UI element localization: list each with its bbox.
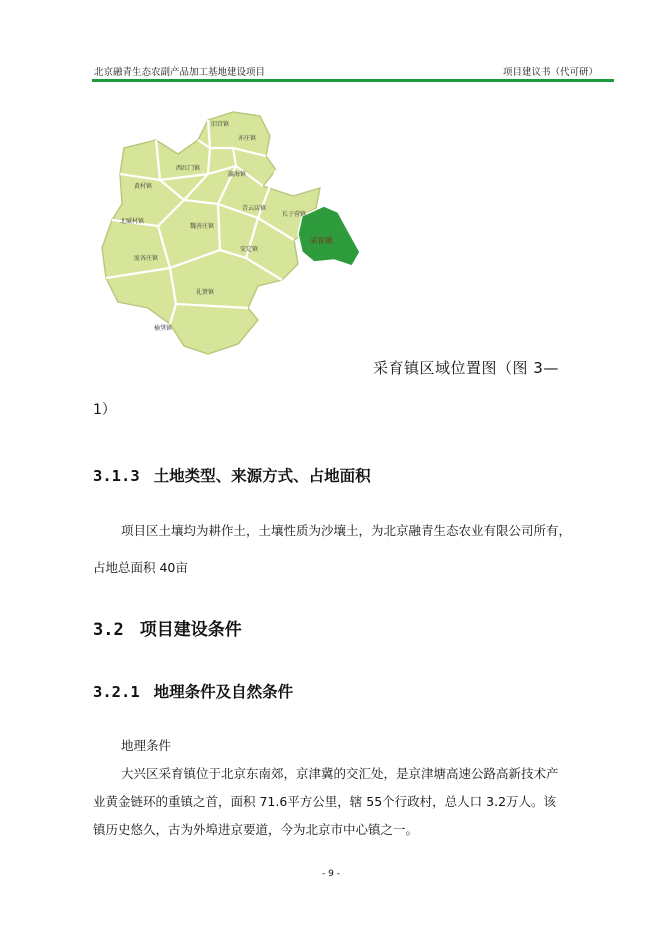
town-label: 亦庄镇 (238, 135, 257, 142)
town-label: 安定镇 (240, 246, 259, 253)
section-number: 3.1.3 (93, 467, 140, 485)
town-label: 瀛海镇 (228, 171, 247, 178)
section-title: 土地类型、来源方式、占地面积 (153, 467, 371, 485)
heading-3-2-1 (93, 680, 293, 702)
section-title: 地理条件及自然条件 (153, 683, 294, 701)
section-title: 项目建设条件 (139, 620, 242, 640)
town-label: 旧宫镇 (211, 121, 230, 128)
header-doc-type: 项目建议书（代可研） (502, 67, 598, 78)
paragraph-line: 占地总面积 40亩 (93, 560, 188, 575)
figure-caption-cont: 1） (93, 402, 116, 418)
paragraph-line: 大兴区采育镇位于北京东南郊，京津冀的交汇处，是京津塘高速公路高新技术产 (121, 766, 559, 781)
town-label: 礼贤镇 (196, 289, 215, 296)
town-label: 榆垡镇 (154, 325, 173, 332)
section-number: 3.2.1 (93, 683, 140, 701)
header-rule (92, 79, 614, 82)
town-label: 北臧村镇 (120, 218, 145, 225)
town-label: 青云店镇 (242, 205, 267, 212)
heading-3-2 (93, 615, 242, 640)
town-label: 黄村镇 (134, 183, 153, 190)
paragraph-line: 项目区土壤均为耕作土，土壤性质为沙壤土，为北京融青生态农业有限公司所有， (121, 523, 572, 538)
town-label: 西红门镇 (176, 165, 201, 172)
paragraph-line: 业黄金链环的重镇之首，面积 71.6平方公里，辖 55个行政村，总人口 3.2万人。该 (93, 794, 557, 809)
town-label: 魏善庄镇 (190, 223, 215, 230)
figure-caption: 采育镇区域位置图（图 3— (373, 359, 559, 377)
district-map (98, 108, 370, 360)
subheading: 地理条件 (121, 738, 172, 753)
section-number: 3.2 (93, 620, 124, 640)
header-project-title: 北京融青生态农副产品加工基地建设项目 (94, 67, 266, 78)
heading-3-1-3 (93, 464, 371, 486)
paragraph-line: 镇历史悠久，古为外埠进京要道，今为北京市中心镇之一。 (93, 822, 419, 837)
highlighted-town-label: 采育镇 (310, 236, 333, 245)
town-label: 长子营镇 (282, 211, 307, 218)
town-label: 庞各庄镇 (134, 255, 159, 262)
page-header (92, 62, 614, 78)
page-number: - 9 - (322, 869, 340, 879)
